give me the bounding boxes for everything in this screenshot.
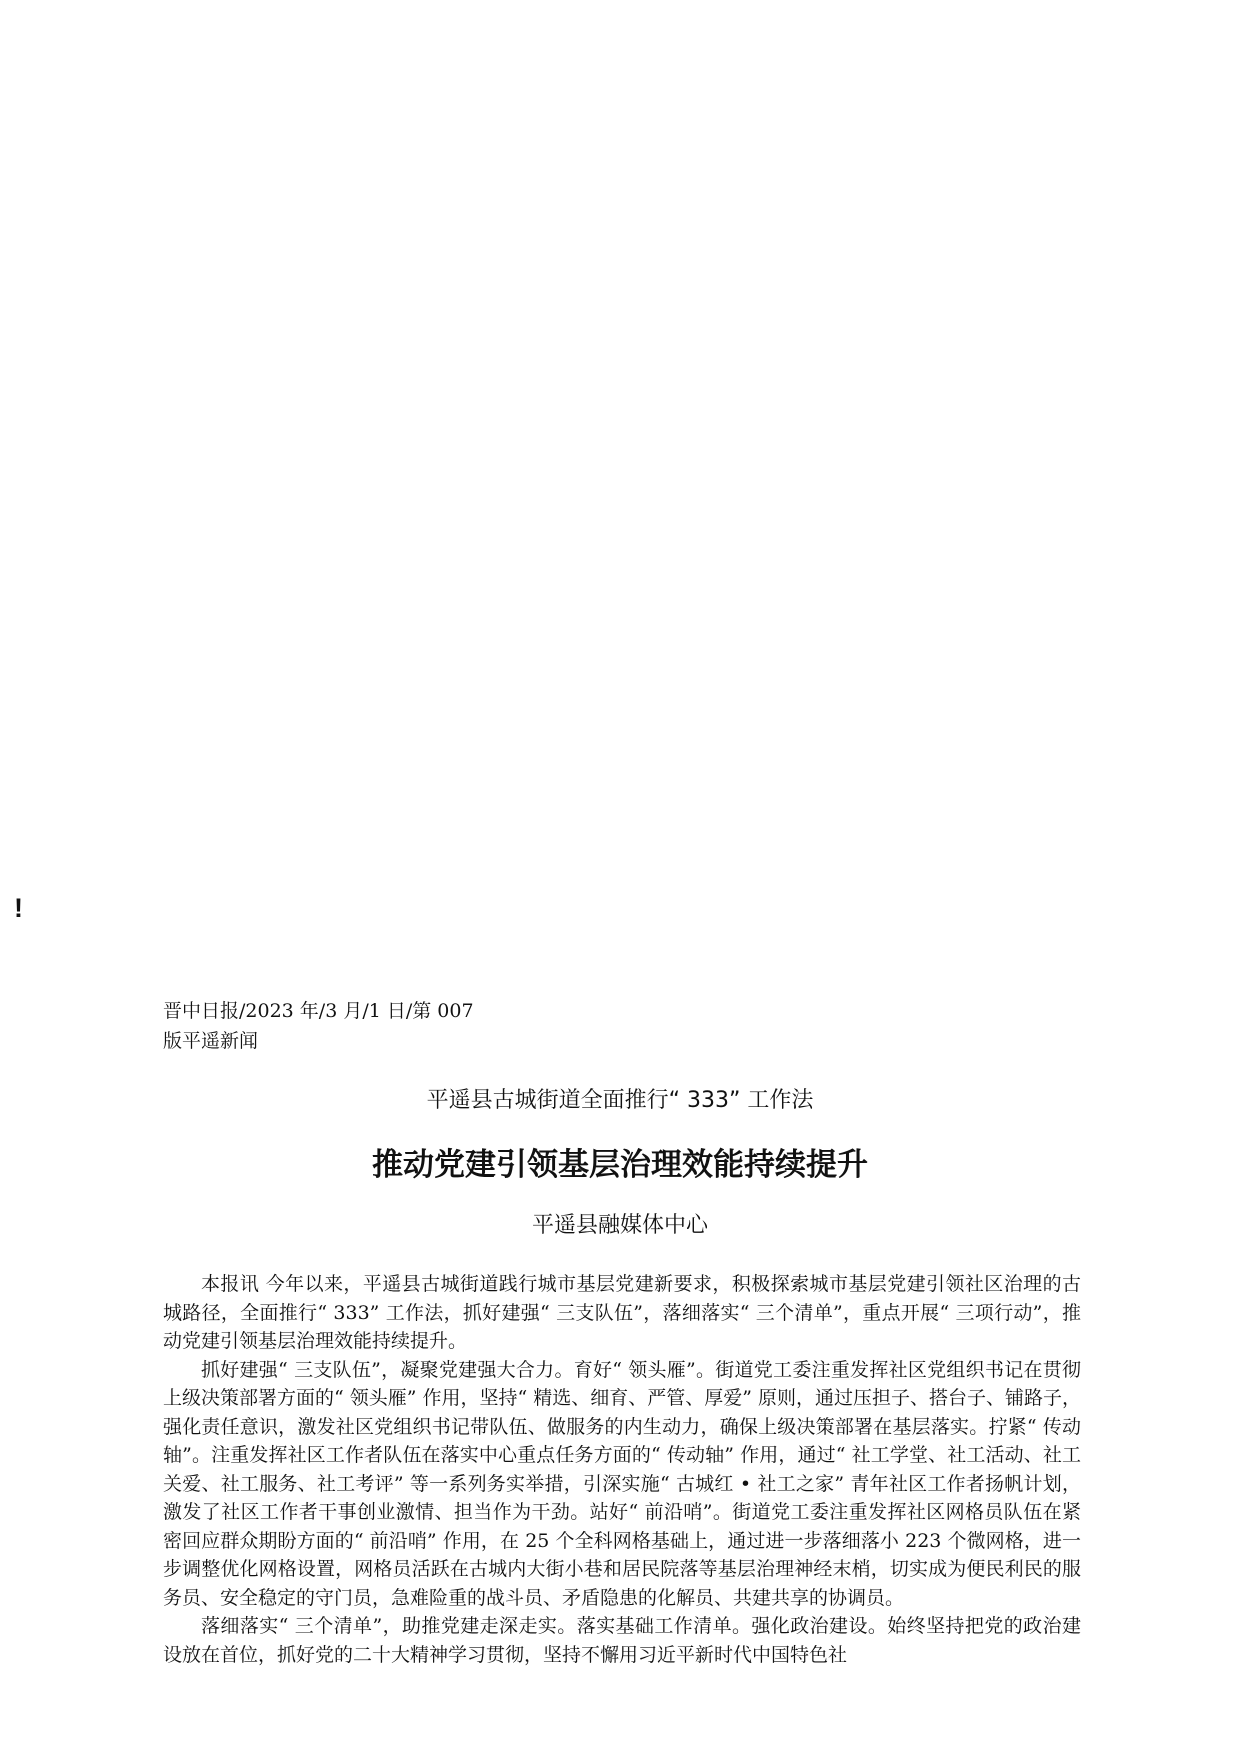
article-body: [163, 1270, 1081, 1669]
margin-exclamation-mark: !: [14, 893, 23, 923]
article-paragraph: 抓好建强“ 三支队伍”，凝聚党建强大合力。育好“ 领头雁”。街道党工委注重发挥社区党组织书记在贯彻上级决策部署方面的“ 领头雁” 作用，坚持“ 精选、细育、严管、厚爱” 原则，通过压担子、搭台子、铺路子，强化责任意识，激发社区党组织书记带队伍、做服务的内生动力，确保上级决策部署在基层落实。拧紧“ 传动轴”。注重发挥社区工作者队伍在落实中心重点任务方面的“ 传动轴” 作用，通过“ 社工学堂、社工活动、社工关爱、社工服务、社工考评” 等一系列务实举措，引深实施“ 古城红 • 社工之家” 青年社区工作者扬帆计划，激发了社区工作者干事创业激情、担当作为干劲。站好“ 前沿哨”。街道党工委注重发挥社区网格员队伍在紧密回应群众期盼方面的“ 前沿哨” 作用，在 25 个全科网格基础上，通过进一步落细落小 223 个微网格，进一步调整优化网格设置，网格员活跃在古城内大街小巷和居民院落等基层治理神经末梢，切实成为便民利民的服务员、安全稳定的守门员，急难险重的战斗员、矛盾隐患的化解员、共建共享的协调员。: [163, 1358, 1082, 1609]
article-subtitle: 平遥县古城街道全面推行“ 333” 工作法: [426, 1088, 814, 1113]
article-paragraph: 本报讯 今年以来，平遥县古城街道践行城市基层党建新要求，积极探索城市基层党建引领社区治理的古城路径，全面推行“ 333” 工作法，抓好建强“ 三支队伍”，落细落实“ 三个清单”，重点开展“ 三项行动”，推动党建引领基层治理效能持续提升。: [163, 1273, 1081, 1352]
source-line: 晋中日报/2023 年/3 月/1 日/第 007 版平遥新闻: [163, 1000, 474, 1052]
article-byline: 平遥县融媒体中心: [531, 1213, 708, 1238]
article-headline: 推动党建引领基层治理效能持续提升: [372, 1147, 868, 1183]
article-paragraph: 落细落实“ 三个清单”，助推党建走深走实。落实基础工作清单。强化政治建设。始终坚持把党的政治建设放在首位，抓好党的二十大精神学习贯彻，坚持不懈用习近平新时代中国特色社: [163, 1615, 1081, 1666]
